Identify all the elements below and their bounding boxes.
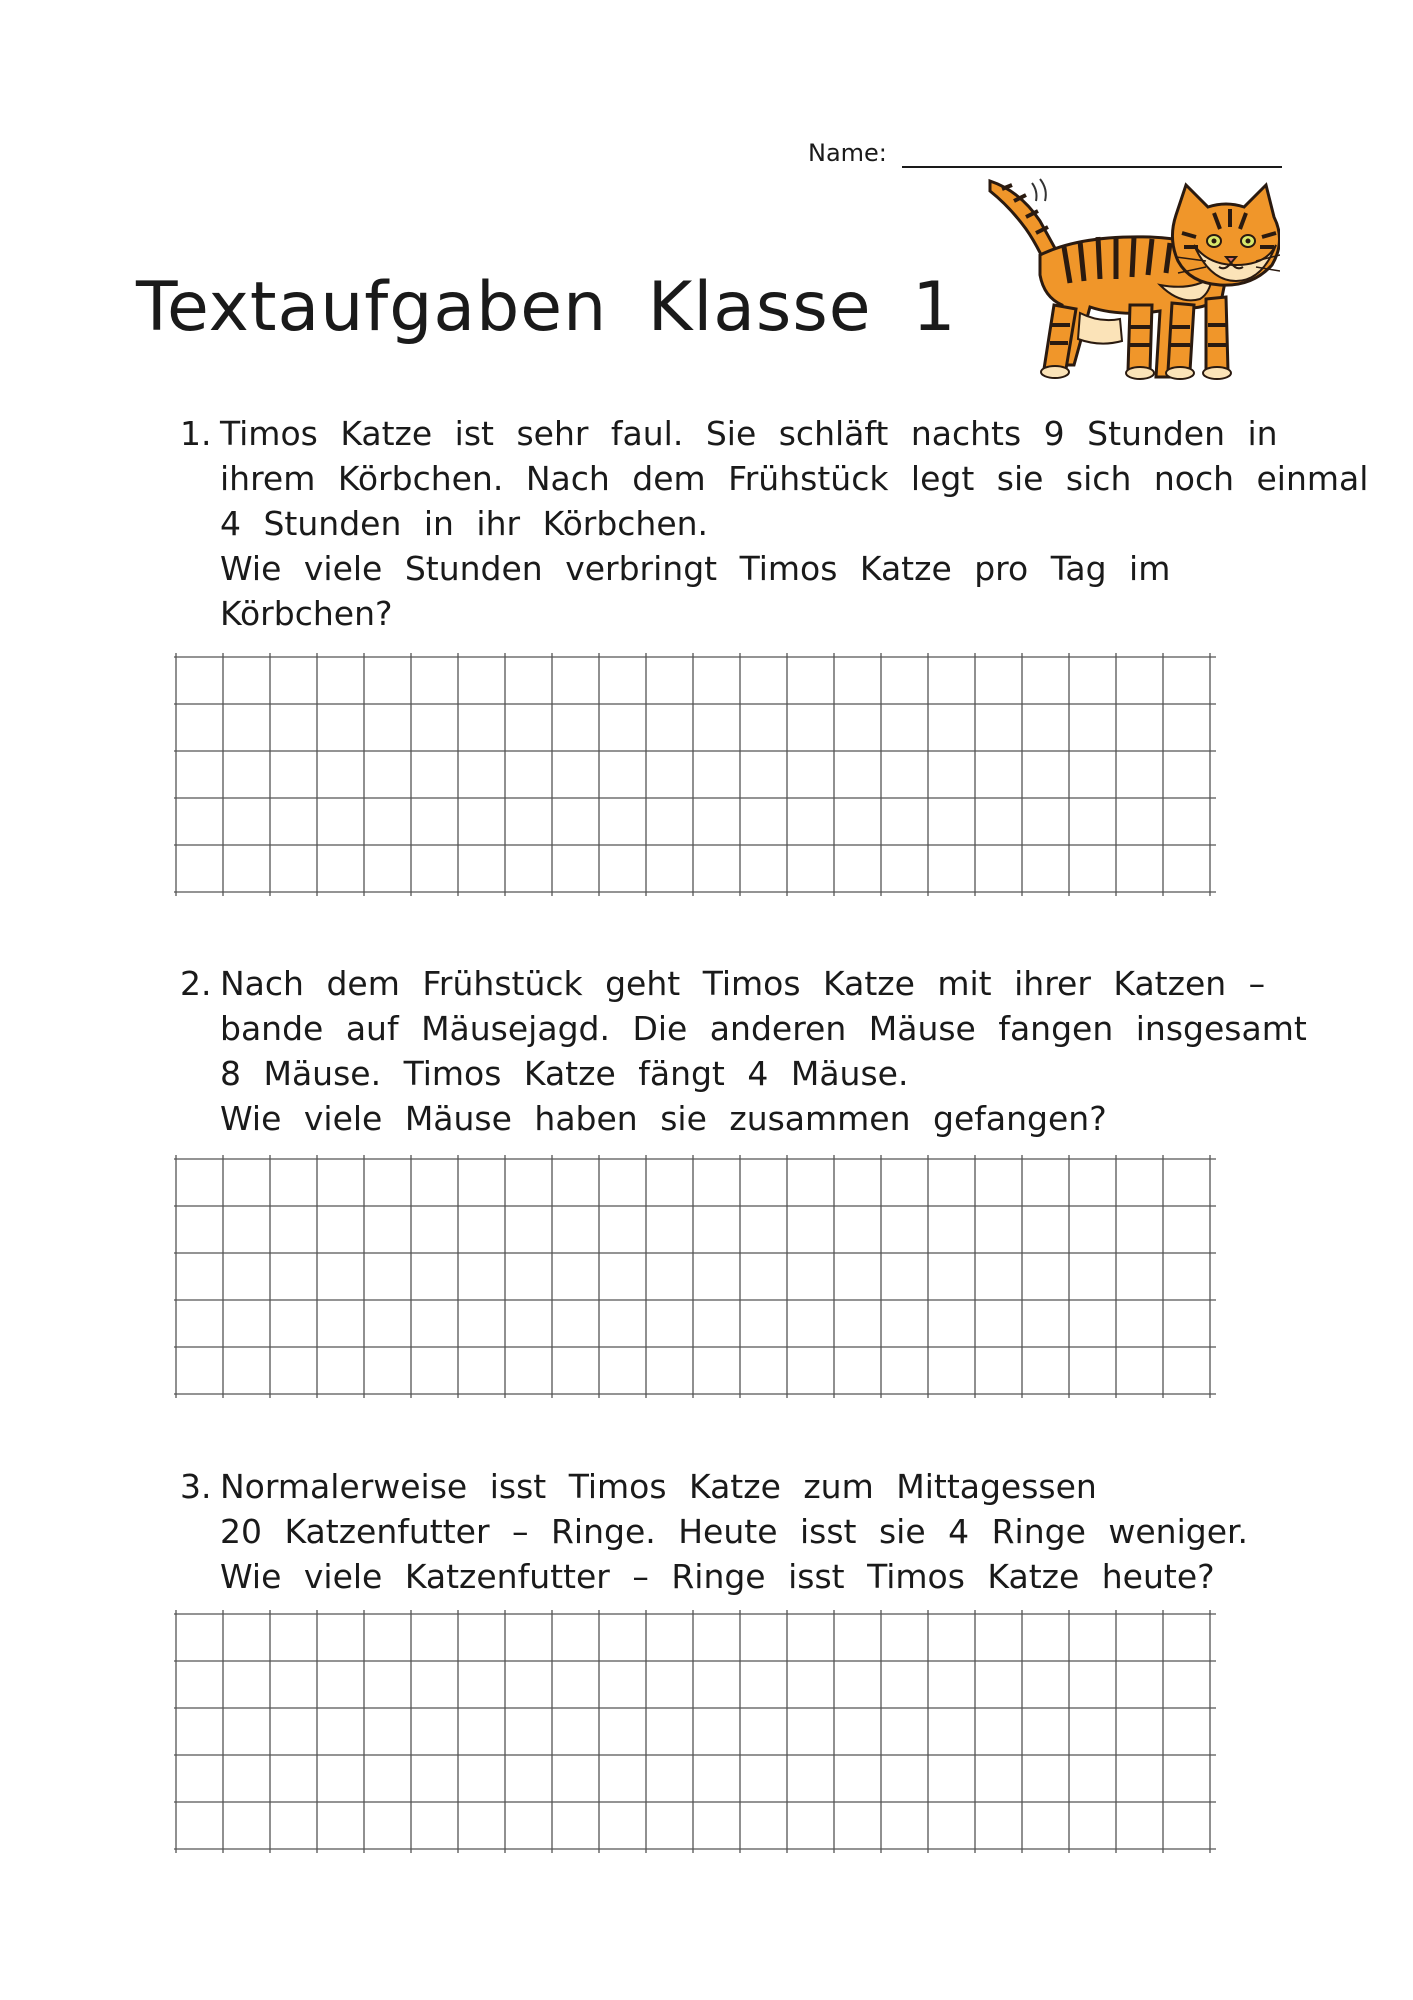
task-number: 2. — [180, 964, 212, 1003]
task-line: Wie viele Stunden verbringt Timos Katze pro Tag im — [220, 549, 1171, 588]
task-text — [220, 961, 1307, 1141]
task-line: 8 Mäuse. Timos Katze fängt 4 Mäuse. — [220, 1054, 909, 1093]
task-line: ihrem Körbchen. Nach dem Frühstück legt sie sich noch einmal — [220, 459, 1369, 498]
name-write-line[interactable] — [902, 166, 1282, 168]
answer-grid-1[interactable] — [174, 653, 1242, 901]
task-text — [220, 411, 1369, 636]
name-label: Name: — [808, 139, 887, 167]
task-line: bande auf Mäusejagd. Die anderen Mäuse fangen insgesamt — [220, 1009, 1307, 1048]
answer-grid-2[interactable] — [174, 1155, 1242, 1403]
task-line: Wie viele Katzenfutter – Ringe isst Timos Katze heute? — [220, 1557, 1215, 1596]
task-line: 20 Katzenfutter – Ringe. Heute isst sie 4 Ringe weniger. — [220, 1512, 1249, 1551]
task-line: 4 Stunden in ihr Körbchen. — [220, 504, 709, 543]
name-field-row — [808, 138, 1288, 172]
page-title: Textaufgaben Klasse 1 — [136, 268, 957, 347]
task-number: 1. — [180, 414, 212, 453]
task-line: Timos Katze ist sehr faul. Sie schläft nachts 9 Stunden in — [220, 414, 1278, 453]
task-line: Nach dem Frühstück geht Timos Katze mit ihrer Katzen – — [220, 964, 1266, 1003]
task-line: Wie viele Mäuse haben sie zusammen gefangen? — [220, 1099, 1107, 1138]
task-text — [220, 1464, 1300, 1599]
task-line: Körbchen? — [220, 594, 393, 633]
task-number: 3. — [180, 1467, 212, 1506]
tiger-cat-illustration — [980, 175, 1280, 390]
answer-grid-3[interactable] — [174, 1610, 1242, 1858]
task-line: Normalerweise isst Timos Katze zum Mittagessen — [220, 1467, 1097, 1506]
